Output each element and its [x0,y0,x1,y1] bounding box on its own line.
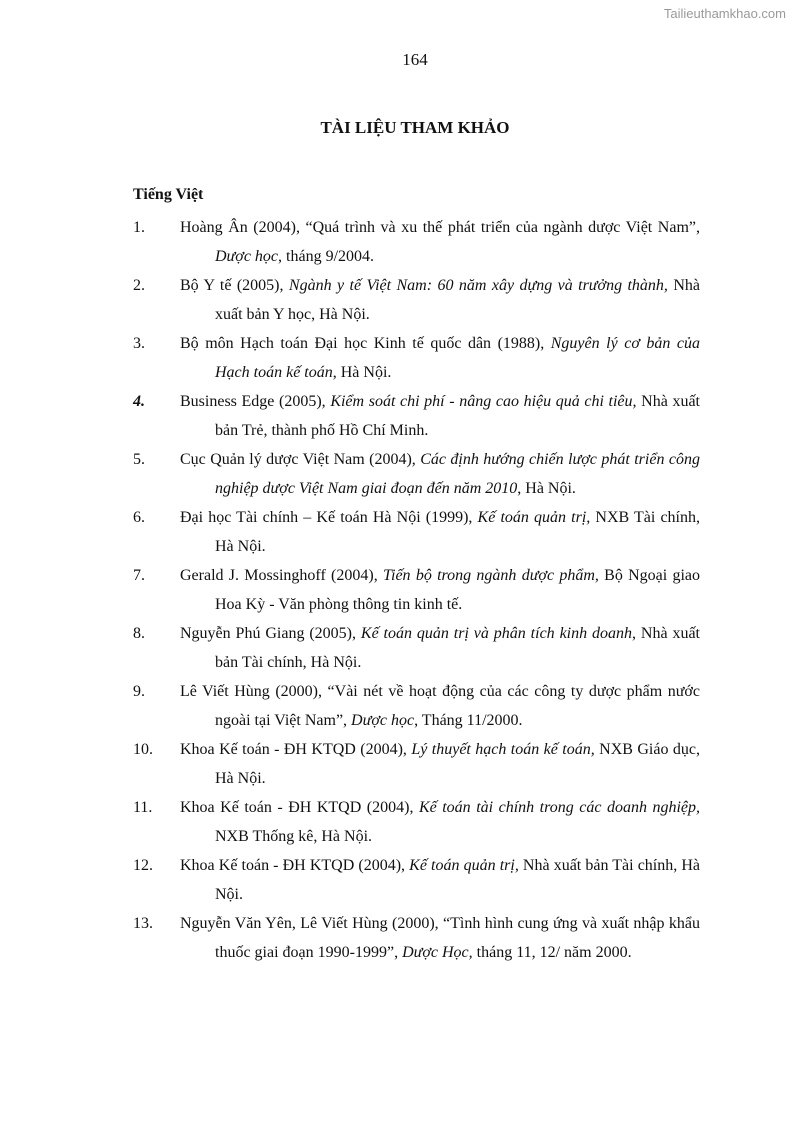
reference-text: Business Edge (2005), [180,393,331,410]
reference-text: Khoa Kế toán - ĐH KTQD (2004), [180,741,412,758]
reference-item [133,735,700,793]
reference-number: 9. [133,683,145,700]
reference-number: 2. [133,277,145,294]
reference-item [133,329,700,387]
reference-number: 4. [133,393,145,410]
reference-item [133,793,700,851]
reference-text: Nguyễn Phú Giang (2005), [180,625,361,642]
section-heading: Tiếng Việt [133,186,204,203]
reference-number: 8. [133,625,145,642]
reference-number: 3. [133,335,145,352]
reference-item [133,561,700,619]
reference-number: 11. [133,799,153,816]
reference-tail: tháng 11, 12/ năm 2000. [472,944,632,961]
reference-item [133,503,700,561]
reference-tail: NXB Tài chính, Hà Nội. [215,509,700,555]
reference-item [133,909,700,967]
reference-text: Bộ môn Hạch toán Đại học Kinh tế quốc dân (1988), [180,335,551,352]
reference-title: Dược học [215,248,279,265]
reference-text: Đại học Tài chính – Kế toán Hà Nội (1999), [180,509,478,526]
reference-item [133,271,700,329]
reference-text: Gerald J. Mossinghoff (2004), [180,567,383,584]
reference-item [133,387,700,445]
reference-number: 13. [133,915,153,932]
reference-tail: NXB Giáo dục, Hà Nội. [215,741,700,787]
reference-tail: , Hà Nội. [332,364,392,381]
reference-item [133,445,700,503]
reference-text: Khoa Kế toán - ĐH KTQD (2004), [180,799,419,816]
reference-tail: NXB Thống kê, Hà Nội. [215,828,373,845]
reference-title: Các định hướng chiến lược phát triển công nghiệp dược Việt Nam giai đoạn đến năm 2010 [215,451,700,497]
reference-text: Cục Quản lý dược Việt Nam (2004), [180,451,421,468]
page-number: 164 [402,50,428,69]
reference-text: Lê Viết Hùng (2000), “Vài nét về hoạt động của các công ty dược phẩm nước ngoài tại Việt Nam”, [180,683,700,729]
reference-tail: , Nhà xuất bản Tài chính, Hà Nội. [215,625,701,671]
reference-title: Nguyên lý cơ bản của Hạch toán kế toán [215,335,700,381]
reference-text: Hoàng Ân (2004), “Quá trình và xu thế phát triển của ngành dược Việt Nam”, [180,219,700,236]
reference-tail: , Tháng 11/2000. [414,712,523,729]
page-title: TÀI LIỆU THAM KHẢO [320,118,510,137]
reference-title: Lý thuyết hạch toán kế toán, [411,741,595,758]
reference-number: 1. [133,219,145,236]
reference-tail: , tháng 9/2004. [278,248,375,265]
reference-title: Ngành y tế Việt Nam: 60 năm xây dựng và trưởng thành, [288,277,668,294]
reference-title: Kế toán quản trị và phân tích kinh doanh [360,625,633,642]
watermark: Tailieuthamkhao.com [663,6,786,21]
reference-tail: Bộ Ngoại giao Hoa Kỳ - Văn phòng thông tin kinh tế. [215,567,701,613]
reference-text: Bộ Y tế (2005), [180,277,289,294]
reference-number: 7. [133,567,145,584]
reference-text: Nguyễn Văn Yên, Lê Viết Hùng (2000), “Tình hình cung ứng và xuất nhập khẩu thuốc giai đoạn 1990-1999”, [180,915,700,961]
reference-item [133,619,700,677]
reference-title: Kiểm soát chi phí - nâng cao hiệu quả chi tiêu, [330,393,637,410]
reference-list [133,213,700,967]
reference-number: 10. [133,741,153,758]
reference-title: Tiến bộ trong ngành dược phẩm, [382,567,599,584]
reference-text: Khoa Kế toán - ĐH KTQD (2004), [180,857,410,874]
reference-item [133,851,700,909]
reference-title: Dược Học, [402,944,473,961]
reference-tail: Nhà xuất bản Y học, Hà Nội. [215,277,701,323]
reference-title: Kế toán quản trị, [477,509,591,526]
reference-tail: , Hà Nội. [517,480,576,497]
reference-title: Dược học [351,712,415,729]
reference-tail: Nhà xuất bản Tài chính, Hà Nội. [215,857,701,903]
reference-title: Kế toán tài chính trong các doanh nghiệp, [418,799,700,816]
reference-title: Kế toán quản trị, [409,857,519,874]
reference-number: 12. [133,857,153,874]
reference-item [133,213,700,271]
reference-tail: Nhà xuất bản Trẻ, thành phố Hồ Chí Minh. [215,393,701,439]
reference-number: 6. [133,509,145,526]
reference-item [133,677,700,735]
reference-number: 5. [133,451,145,468]
